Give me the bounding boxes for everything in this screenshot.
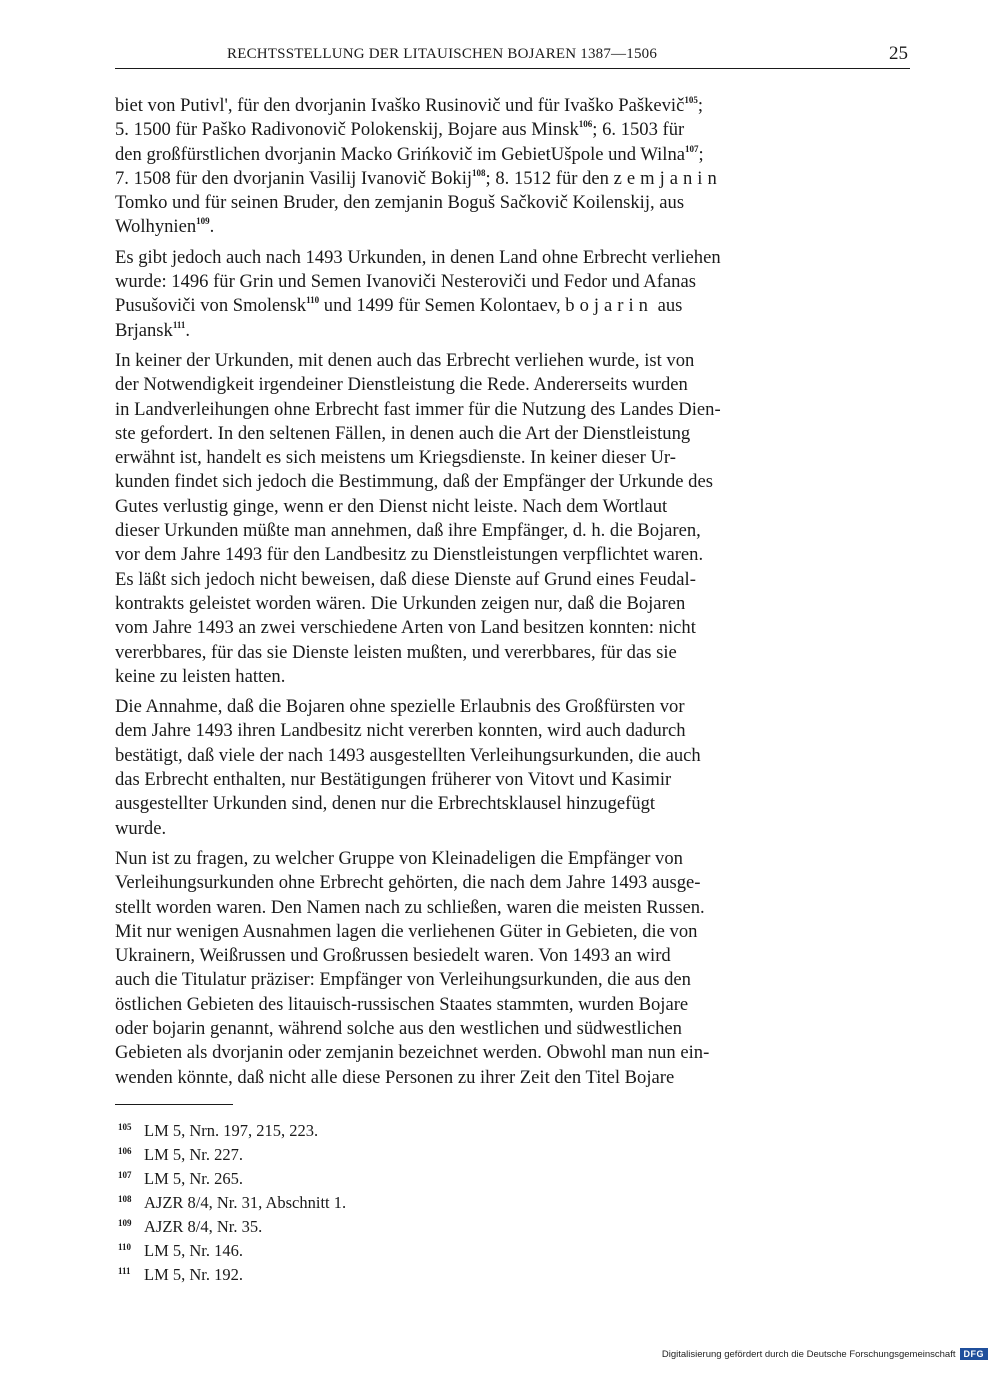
text-run: 5. 1500 für Paško Radivonovič Polokenskij, Bojare aus Minsk [115,119,579,141]
text-line: kontrakts geleistet worden wären. Die Urkunden zeigen nur, daß die Bojaren [115,592,686,614]
text-line: wurde: 1496 für Grin und Semen Ivanoviči Nesteroviči und Fedor und Afanas [115,271,696,293]
text-line: kunden findet sich jedoch die Bestimmung, daß der Empfänger der Urkunde des [115,471,713,493]
text-line: ausgestellter Urkunden sind, denen nur die Erbrechtsklausel hinzugefügt [115,793,656,815]
text-line [115,94,910,118]
text-line: ste gefordert. In den seltenen Fällen, in denen auch die Art der Dienstleistung [115,422,691,444]
text-line: keine zu leisten hatten. [115,665,286,687]
text-line: vom Jahre 1493 an zwei verschiedene Arten von Land besitzen konnten: nicht [115,617,696,639]
text-line: Verleihungsurkunden ohne Erbrecht gehörten, die nach dem Jahre 1493 ausge- [115,872,701,894]
spaced-term: bojarin [565,295,653,317]
text-line: vor dem Jahre 1493 für den Landbesitz zu Dienstleistungen verpflichtet waren. [115,544,704,566]
main-text [115,94,910,1096]
header-rule [115,68,910,69]
footnote-ref-109[interactable]: 109 [196,216,210,227]
text-run: Pusušoviči von Smolensk [115,295,307,317]
page-number: 25 [889,43,908,64]
text-run: 7. 1508 für den dvorjanin Vasilij Ivanovič Bokij [115,167,473,189]
text-run: Brjansk [115,319,173,341]
footnote-number: 106 [118,1146,132,1156]
text-line: wenden könnte, daß nicht alle diese Personen zu ihrer Zeit den Titel Bojare [115,1066,675,1088]
text-run: . [209,216,215,238]
footnote-105 [118,1117,618,1141]
text-line [115,143,910,167]
footnote-108 [118,1189,618,1213]
footnotes [118,1117,618,1285]
text-line [115,319,910,343]
running-title: RECHTSSTELLUNG DER LITAUISCHEN BOJAREN 1387—1506 [227,46,658,62]
text-line: erwähnt ist, handelt es sich meistens um Kriegsdienste. In keiner dieser Ur- [115,447,676,469]
paragraph-4 [115,695,910,841]
text-run: biet von Putivl', für den dvorjanin Ivaško Rusinovič und für Ivaško Paškevič [115,95,685,116]
running-header [115,42,910,72]
text-line [115,167,910,191]
text-line [115,118,910,142]
text-line: Es gibt jedoch auch nach 1493 Urkunden, in denen Land ohne Erbrecht verliehen [115,246,721,268]
text-run: den großfürstlichen dvorjanin Macko Grińkovič im GebietUšpole und Wilna [115,143,686,165]
footnote-text: LM 5, Nr. 192. [144,1265,243,1284]
text-line [115,294,910,318]
text-line: östlichen Gebieten des litauisch-russischen Staates stammten, wurden Bojare [115,993,689,1015]
text-line: das Erbrecht enthalten, nur Bestätigungen früherer von Vitovt und Kasimir [115,769,672,791]
text-line: In keiner der Urkunden, mit denen auch das Erbrecht verliehen wurde, ist von [115,349,695,371]
footnote-number: 108 [118,1194,132,1204]
dfg-logo-icon: DFG [960,1348,989,1360]
text-line: Gutes verlustig ginge, wenn er den Dienst nicht leiste. Nach dem Wortlaut [115,495,668,517]
paragraph-3 [115,349,910,689]
spaced-term: zemjanin [613,167,722,189]
footnote-107 [118,1165,618,1189]
text-line: oder bojarin genannt, während solche aus den westlichen und südwestlichen [115,1017,682,1039]
text-line: Nun ist zu fragen, zu welcher Gruppe von Kleinadeligen die Empfänger von [115,847,683,869]
text-run: und 1499 für Semen Kolontaev, [319,295,566,317]
text-run: Wolhynien [115,216,197,238]
footnote-text: LM 5, Nr. 146. [144,1241,243,1260]
footnote-ref-111[interactable]: 111 [172,319,186,330]
text-line: Es läßt sich jedoch nicht beweisen, daß diese Dienste auf Grund eines Feudal- [115,568,696,590]
text-line [115,215,910,239]
text-line: dieser Urkunden müßte man annehmen, daß ihre Empfänger, d. h. die Bojaren, [115,520,701,542]
footnote-ref-108[interactable]: 108 [472,167,486,178]
text-line: Ukrainern, Weißrussen und Großrussen besiedelt waren. Von 1493 an wird [115,945,671,967]
text-run: ; 6. 1503 für [592,119,685,141]
footnote-rule [115,1104,233,1105]
text-line: Tomko und für seinen Bruder, den zemjanin Boguš Sačkovič Koilenskij, aus [115,192,685,214]
text-line: auch die Titulatur präziser: Empfänger von Verleihungsurkunden, die aus den [115,969,691,991]
digitization-credit [662,1346,988,1362]
footnote-number: 105 [118,1122,132,1132]
footnote-text: LM 5, Nr. 227. [144,1145,243,1164]
text-line: Gebieten als dvorjanin oder zemjanin bezeichnet werden. Obwohl man nun ein- [115,1042,710,1064]
footnote-111 [118,1261,618,1285]
footnote-text: LM 5, Nr. 265. [144,1169,243,1188]
paragraph-1 [115,94,910,240]
text-line: der Notwendigkeit irgendeiner Dienstleistung die Rede. Andererseits wurden [115,374,688,396]
paragraph-5 [115,847,910,1090]
text-run: aus [652,295,683,317]
text-line: vererbbares, für das sie Dienste leisten mußten, und vererbbares, für das sie [115,641,677,663]
text-line: Die Annahme, daß die Bojaren ohne spezielle Erlaubnis des Großfürsten vor [115,696,685,718]
footnote-number: 109 [118,1218,132,1228]
text-line: stellt worden waren. Den Namen nach zu schließen, waren die meisten Russen. [115,896,705,918]
text-run: ; 8. 1512 für den [485,167,614,189]
text-line: Mit nur wenigen Ausnahmen lagen die verliehenen Güter in Gebieten, die von [115,920,698,942]
paragraph-2 [115,246,910,343]
text-line: bestätigt, daß viele der nach 1493 ausgestellten Verleihungsurkunden, die auch [115,744,701,766]
footnote-109 [118,1213,618,1237]
text-run: . [185,319,191,341]
footnote-ref-105[interactable]: 105 [684,95,698,105]
footnote-text: AJZR 8/4, Nr. 31, Abschnitt 1. [144,1193,347,1212]
text-run: ; [698,143,704,165]
footnote-106 [118,1141,618,1165]
footnote-text: LM 5, Nrn. 197, 215, 223. [144,1121,319,1140]
footnote-number: 111 [118,1266,131,1276]
credit-text: Digitalisierung gefördert durch die Deutsche Forschungsgemeinschaft [661,1348,956,1360]
footnote-ref-107[interactable]: 107 [685,143,699,154]
footnote-number: 110 [118,1242,132,1252]
text-line: wurde. [115,817,167,839]
text-line: in Landverleihungen ohne Erbrecht fast immer für die Nutzung des Landes Dien- [115,398,721,420]
footnote-number: 107 [118,1170,132,1180]
footnote-ref-106[interactable]: 106 [578,119,593,130]
text-run: ; [697,95,704,116]
footnote-ref-110[interactable]: 110 [306,295,320,306]
text-line: dem Jahre 1493 ihren Landbesitz nicht vererben konnten, wird auch dadurch [115,720,686,742]
footnote-110 [118,1237,618,1261]
footnote-text: AJZR 8/4, Nr. 35. [144,1217,263,1236]
